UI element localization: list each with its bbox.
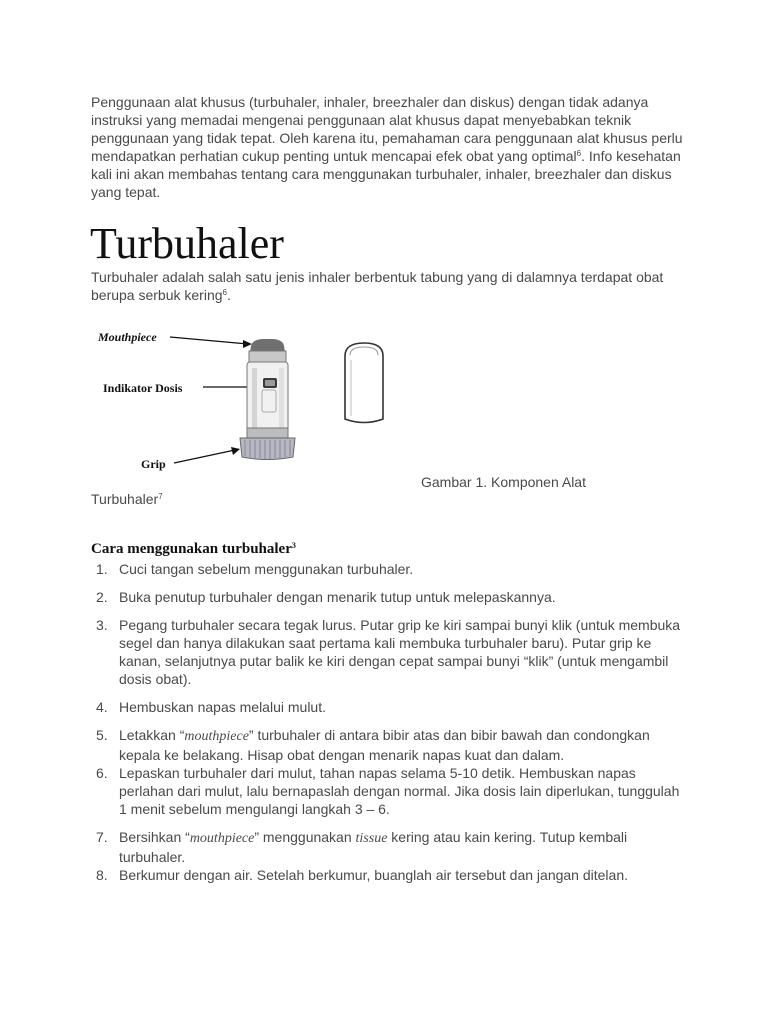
step-item: 8. Berkumur dengan air. Setelah berkumur, buanglah air tersebut dan jangan ditelan. [96, 867, 629, 883]
step-item: 2. Buka penutup turbuhaler dengan menarik tutup untuk melepaskannya. [96, 589, 556, 605]
step-item: 6. Lepaskan turbuhaler dari mulut, tahan napas selama 5-10 detik. Hembuskan napas perlahan dari mulut, lalu bernapaslah dengan normal. Jika dosis lain diperlukan, tunggulah 1 menit sebelum mengulangi langkah 3 – 6. [96, 765, 680, 817]
reference-superscript: 3 [291, 541, 296, 550]
figure-caption: Gambar 1. Komponen Alat [421, 474, 586, 490]
step-item: 1. Cuci tangan sebelum menggunakan turbuhaler. [96, 561, 414, 577]
step-item: 3. Pegang turbuhaler secara tegak lurus. Putar grip ke kiri sampai bunyi klik (untuk membuka segel dan hanya dilakukan saat pertama kali membuka turbuhaler baru). Putar grip ke kanan, selanjutnya putar balik ke kiri dengan cepat sampai bunyi “klik” (untuk mengambil dosis obat). [96, 617, 681, 687]
section-heading: Turbuhaler [90, 219, 284, 268]
label-mouthpiece: Mouthpiece [98, 330, 157, 344]
turbuhaler-illustration [90, 316, 440, 476]
step-item: 5. Letakkan “mouthpiece” turbuhaler di antara bibir atas dan bibir bawah dan condongkan kepala ke belakang. Hisap obat dengan menarik napas kuat dan dalam. [96, 727, 650, 763]
intro-paragraph: Penggunaan alat khusus (turbuhaler, inhaler, breezhaler dan diskus) dengan tidak adanya instruksi yang memadai mengenai penggunaan alat khusus dapat menyebabkan teknik penggunaan yang tidak tepat. Oleh karena itu, pemahaman cara penggunaan alat khusus perlu mendapatkan perhatian cukup penting untuk mencapai efek obat yang optimal$^6$. Info kesehatan kali ini akan membahas tentang cara menggunakan turbuhaler, inhaler, breezhaler dan diskus yang tepat. [91, 94, 683, 200]
turbuhaler-cap-icon [345, 343, 383, 423]
step-item: 4. Hembuskan napas melalui mulut. [96, 699, 326, 715]
reference-superscript: 7 [158, 492, 163, 501]
steps-heading: Cara menggunakan turbuhaler$^3$ [91, 541, 296, 557]
label-grip: Grip [141, 457, 166, 471]
reference-superscript: 6 [222, 288, 227, 297]
steps-list [91, 560, 691, 884]
definition-paragraph: Turbuhaler adalah salah satu jenis inhaler berbentuk tabung yang di dalamnya terdapat obat berupa serbuk kering$^6$. [91, 269, 664, 303]
reference-superscript: 6 [576, 149, 582, 158]
figure-caption-continued: Turbuhaler$^7$ [91, 491, 163, 507]
label-dose-indicator: Indikator Dosis [103, 381, 183, 395]
turbuhaler-device-icon [240, 339, 295, 460]
turbuhaler-figure [90, 316, 440, 476]
step-item: 7. Bersihkan “mouthpiece” menggunakan tissue kering atau kain kering. Tutup kembali turbuhaler. [96, 829, 628, 865]
